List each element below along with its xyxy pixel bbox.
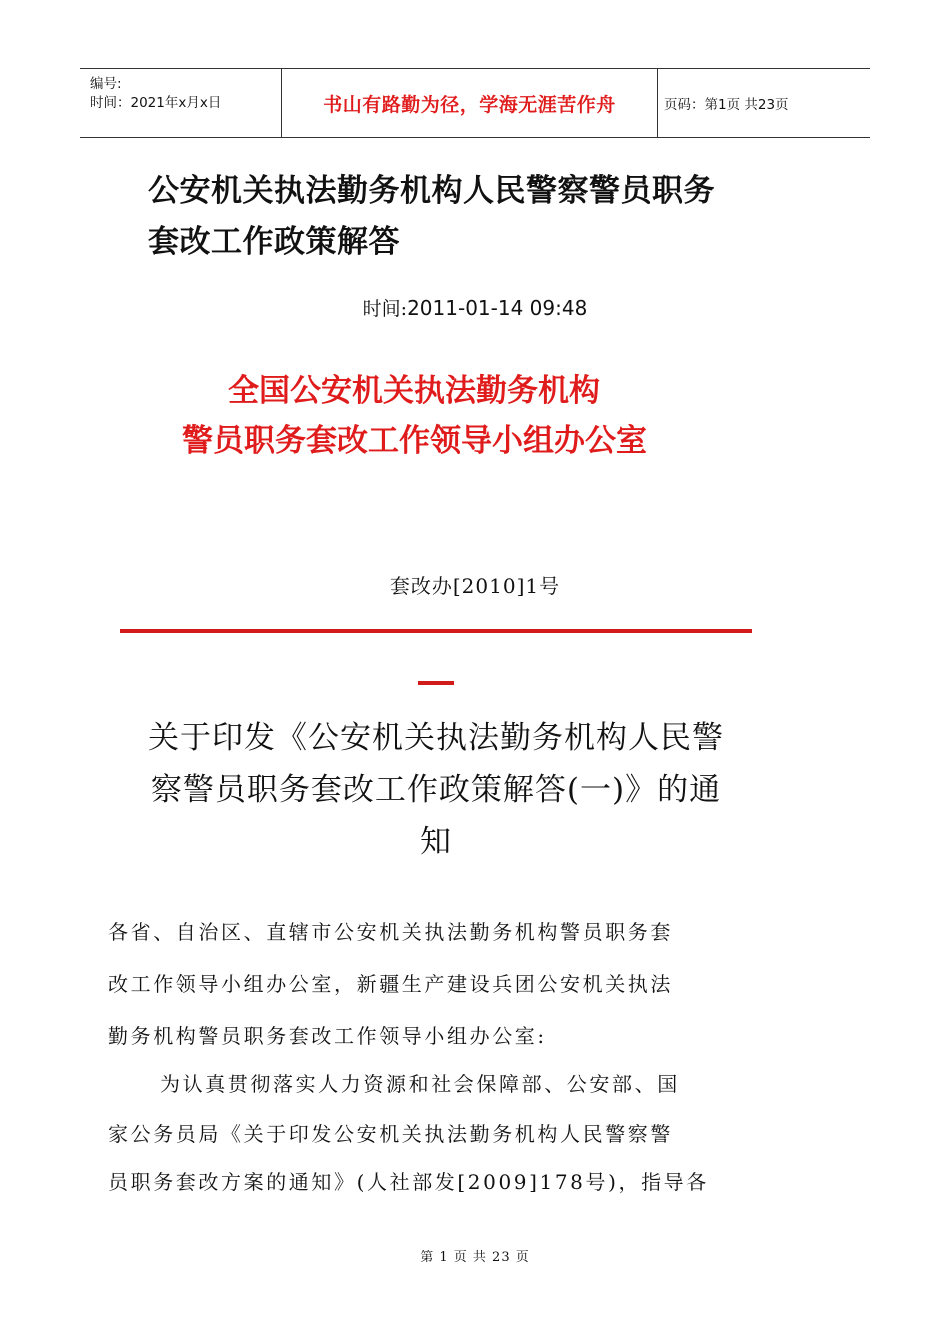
- notice-title-line2: 察警员职务套改工作政策解答(一)》的通: [150, 772, 722, 808]
- body-line: 各省、自治区、直辖市公安机关执法勤务机构警员职务套: [108, 920, 673, 944]
- time-label: 时间：2021年x月x日: [90, 95, 222, 111]
- header-table: [80, 68, 870, 138]
- body-line: 勤务机构警员职务套改工作领导小组办公室:: [108, 1024, 547, 1048]
- issuing-org-line1: 全国公安机关执法勤务机构: [228, 373, 600, 409]
- red-divider: [120, 629, 752, 633]
- page-footer: 第 1 页 共 23 页: [420, 1250, 530, 1265]
- header-meta-cell: [80, 69, 282, 137]
- header-motto-cell: [282, 69, 658, 137]
- body-line: 家公务员局《关于印发公安机关执法勤务机构人民警察警: [108, 1122, 673, 1146]
- issuing-org-line2: 警员职务套改工作领导小组办公室: [182, 423, 647, 459]
- time-prefix: 时间:: [362, 298, 408, 320]
- notice-title-line3: 知: [420, 824, 452, 860]
- body-line: 改工作领导小组办公室，新疆生产建设兵团公安机关执法: [108, 972, 673, 996]
- time-value: 2011-01-14 09:48: [407, 296, 588, 320]
- page-title-line1: 公安机关执法勤务机构人民警察警员职务: [148, 173, 715, 209]
- red-divider-tail: [418, 681, 454, 685]
- document-number: 套改办[2010]1号: [389, 574, 561, 598]
- number-label: 编号:: [90, 76, 122, 92]
- body-line: 为认真贯彻落实人力资源和社会保障部、公安部、国: [160, 1072, 680, 1096]
- notice-title-line1: 关于印发《公安机关执法勤务机构人民警: [148, 720, 724, 756]
- page-title-line2: 套改工作政策解答: [148, 224, 400, 260]
- motto: 书山有路勤为径，学海无涯苦作舟: [323, 93, 616, 116]
- publish-time: [0, 294, 950, 321]
- body-line: 员职务套改方案的通知》(人社部发[2009]178号)，指导各: [108, 1170, 709, 1194]
- page-code: 页码：第1页 共23页: [664, 97, 789, 113]
- header-page-cell: [658, 69, 870, 137]
